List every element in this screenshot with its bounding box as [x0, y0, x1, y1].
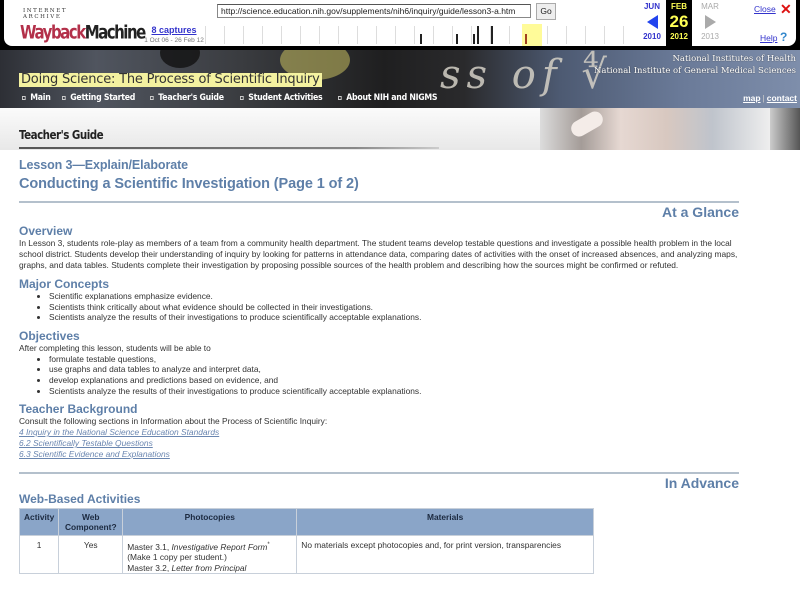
photocopy-text: Master 3.1, — [127, 541, 172, 552]
timeline-tick — [376, 26, 377, 44]
image-edge — [770, 108, 800, 150]
timeline-tick — [243, 26, 244, 44]
timeline-tick — [585, 26, 586, 44]
overview-text: In Lesson 3, students role-play as members of a team from a community health department. The student teams develop testable questions and investigate a possible health problem in the local school district. Students develop their understanding of inquiry by looking for patterns in attendance data, comparing dates of activities with the onset of increased absences, and analyzing maps, graphs, and data tables. Students complete their investigation by proposing possible sources of the health problem and describing how the sources might be confirmed or refuted. — [19, 238, 738, 270]
lesson-label: Lesson 3—Explain/Elaborate — [19, 158, 188, 172]
captures-info — [134, 25, 214, 44]
list-item: Scientists analyze the results of their investigations to produce scientifically acceptable explanations. — [37, 312, 739, 323]
main-content — [19, 158, 739, 574]
url-input[interactable] — [217, 4, 531, 18]
capture-bar[interactable] — [491, 26, 493, 44]
next-capture — [694, 0, 726, 46]
banner-chalk-image: ss of ∜ — [440, 52, 613, 98]
table-header-row — [20, 509, 594, 536]
captures-range: 1 Oct 06 - 26 Feb 12 — [144, 37, 204, 44]
column-header: Web Component? — [59, 509, 123, 536]
capture-bar[interactable] — [456, 34, 458, 44]
current-year: 2012 — [670, 32, 688, 41]
list-item: Scientific explanations emphasize evidence. — [37, 291, 739, 302]
bullet-square-icon — [62, 96, 66, 100]
activities-table — [19, 508, 594, 574]
list-item: formulate testable questions, — [37, 354, 739, 365]
objectives-intro: After completing this lesson, students will be able to — [19, 342, 211, 353]
prev-month: JUN — [643, 2, 660, 11]
timeline-tick — [205, 26, 206, 44]
materials-cell: No materials except photocopies and, for print version, transparencies — [297, 536, 594, 574]
major-concepts-heading: Major Concepts — [19, 277, 110, 291]
timeline-tick — [300, 26, 301, 44]
timeline-tick — [509, 26, 510, 44]
prev-capture[interactable] — [636, 0, 668, 46]
banner-image-decoration — [160, 50, 200, 68]
timeline-tick — [338, 26, 339, 44]
wayback-logo-red: Wayback — [20, 20, 85, 44]
nav-student-activities[interactable] — [240, 93, 322, 103]
objectives-heading: Objectives — [19, 328, 80, 343]
current-month: FEB — [671, 2, 687, 11]
wayback-logo-top: INTERNET ARCHIVE — [23, 8, 68, 20]
timeline-tick — [604, 26, 605, 44]
capture-bar[interactable] — [420, 34, 422, 44]
teacher-background-heading: Teacher Background — [19, 402, 138, 417]
nav-label: Main — [30, 93, 51, 103]
bullet-square-icon — [338, 96, 342, 100]
bullet-square-icon — [240, 96, 244, 100]
timeline-tick — [623, 26, 624, 44]
site-nav — [22, 93, 446, 103]
next-arrow-icon — [705, 15, 716, 29]
current-capture — [666, 0, 692, 46]
section-title: Teacher's Guide — [19, 128, 104, 142]
nav-label: Teacher's Guide — [158, 93, 225, 103]
list-item: Scientists analyze the results of their investigations to produce scientifically acceptable explanations. — [37, 386, 739, 397]
overview-heading: Overview — [19, 224, 73, 238]
capture-bar[interactable] — [477, 26, 479, 44]
nav-label: Getting Started — [70, 93, 136, 103]
nigms-name[interactable]: National Institute of General Medical Sciences — [593, 66, 796, 76]
web-component-cell: Yes — [59, 536, 123, 574]
capture-timeline[interactable] — [205, 24, 625, 46]
link-separator: | — [762, 93, 765, 103]
close-link[interactable]: Close — [754, 4, 776, 14]
section-header — [0, 108, 800, 150]
current-capture-bar[interactable] — [525, 34, 527, 44]
list-item: use graphs and data tables to analyze and interpret data, — [37, 364, 739, 375]
divider — [19, 201, 739, 203]
teacher-background-intro: Consult the following sections in Information about the Process of Scientific Inquiry: — [19, 416, 328, 427]
column-header: Activity — [20, 509, 59, 536]
list-item: develop explanations and predictions based on evidence, and — [37, 375, 739, 386]
timeline-tick — [471, 26, 472, 44]
prev-arrow-icon[interactable] — [647, 15, 658, 29]
timeline-tick — [224, 26, 225, 44]
capture-calendar — [636, 0, 746, 46]
site-title[interactable]: Doing Science: The Process of Scientific Inquiry — [21, 72, 320, 87]
list-item: Scientists think critically about what evidence should be collected in their investigations. — [37, 302, 739, 313]
utility-links — [743, 93, 797, 103]
close-icon[interactable]: ✕ — [780, 1, 792, 17]
timeline-tick — [262, 26, 263, 44]
photocopy-text: Master 3.2, — [127, 562, 172, 573]
go-button[interactable]: Go — [536, 3, 556, 20]
page-title: Conducting a Scientific Investigation (Page 1 of 2) — [19, 176, 359, 192]
help-link[interactable]: Help — [760, 33, 778, 43]
capture-bar[interactable] — [473, 34, 475, 44]
activity-cell: 1 — [20, 536, 59, 574]
column-header: Photocopies — [123, 509, 297, 536]
footnote-marker: * — [267, 542, 270, 549]
nav-label: Student Activities — [247, 93, 322, 103]
nav-getting-started[interactable] — [62, 93, 135, 103]
wayback-logo[interactable] — [20, 8, 145, 44]
timeline-tick — [414, 26, 415, 44]
help-icon[interactable]: ? — [780, 30, 788, 44]
prev-year[interactable]: 2010 — [643, 32, 661, 41]
timeline-tick — [395, 26, 396, 44]
nav-teachers-guide[interactable] — [150, 93, 224, 103]
wayback-logo-wordmark — [20, 20, 145, 44]
bullet-square-icon — [150, 96, 154, 100]
next-month: MAR — [701, 2, 719, 11]
site-banner — [0, 50, 800, 108]
timeline-tick — [547, 26, 548, 44]
timeline-tick — [566, 26, 567, 44]
divider — [19, 472, 739, 474]
major-concepts-list — [37, 291, 739, 323]
at-a-glance-heading: At a Glance — [661, 204, 739, 220]
reference-link[interactable]: 6.2 Scientifically Testable Questions — [19, 438, 153, 449]
reference-link[interactable]: 6.3 Scientific Evidence and Explanations — [19, 449, 170, 460]
contact-link[interactable]: contact — [766, 93, 797, 103]
wayback-logo-black: Machine — [84, 20, 145, 44]
captures-link[interactable]: 8 captures — [151, 25, 197, 35]
nav-label: About NIH and NIGMS — [346, 93, 438, 103]
photocopy-note: (Make 1 copy per student.) — [127, 552, 227, 563]
table-row — [20, 536, 594, 574]
current-day: 26 — [669, 12, 689, 31]
nih-name[interactable]: National Institutes of Health — [672, 54, 796, 64]
timeline-tick — [281, 26, 282, 44]
master-title: Letter from Principal — [171, 562, 247, 573]
timeline-tick — [433, 26, 434, 44]
master-title: Investigative Report Form — [171, 541, 268, 552]
timeline-tick — [319, 26, 320, 44]
objectives-list — [37, 354, 739, 396]
timeline-tick — [357, 26, 358, 44]
map-link[interactable]: map — [743, 93, 761, 103]
reference-link[interactable]: 4 Inquiry in the National Science Education Standards — [19, 427, 220, 438]
timeline-tick — [452, 26, 453, 44]
nav-main[interactable] — [22, 93, 50, 103]
photocopies-cell — [123, 536, 297, 574]
web-activities-heading: Web-Based Activities — [19, 492, 141, 507]
in-advance-heading: In Advance — [664, 475, 739, 492]
wayback-toolbar — [0, 0, 800, 50]
bullet-square-icon — [22, 96, 26, 100]
column-header: Materials — [297, 509, 594, 536]
next-year: 2013 — [701, 32, 719, 41]
nav-about-nih[interactable] — [338, 93, 437, 103]
section-divider — [19, 147, 439, 149]
